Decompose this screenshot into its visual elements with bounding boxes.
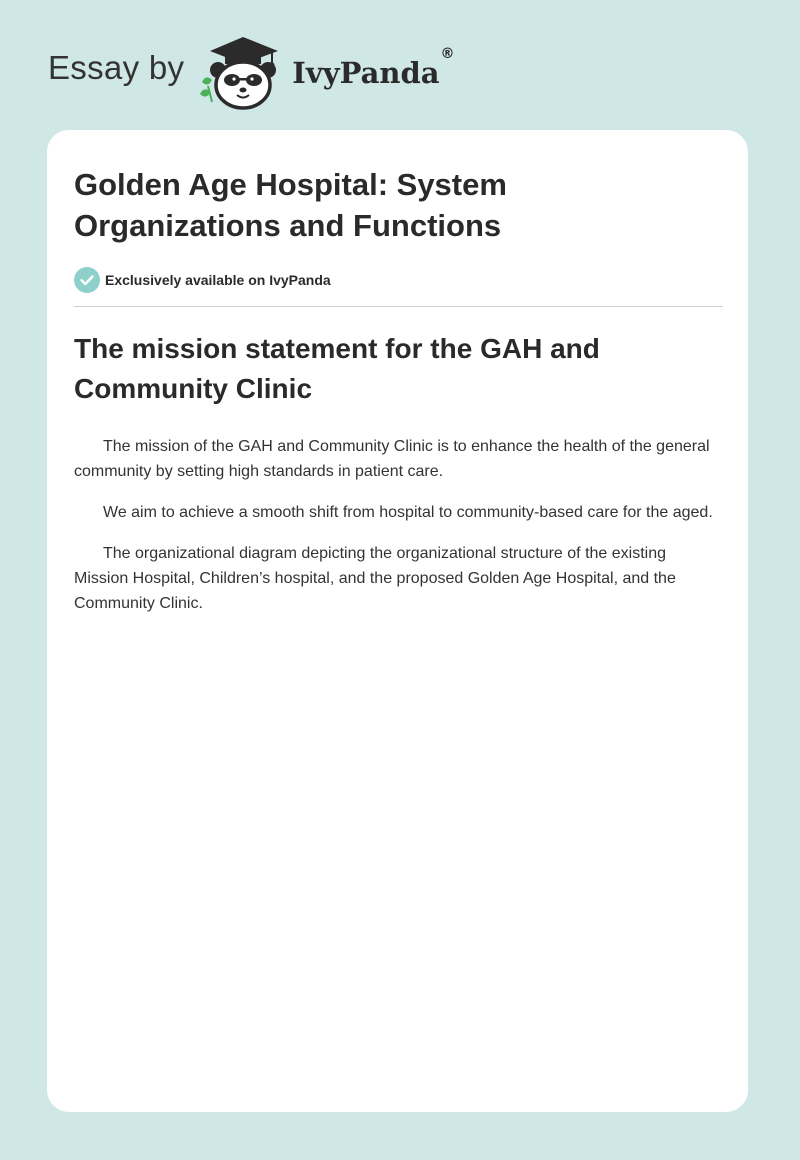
registered-mark: ® xyxy=(440,46,455,62)
brand-name: IvyPanda® xyxy=(292,46,455,90)
brand-prefix: Essay by xyxy=(48,49,185,86)
exclusive-badge xyxy=(74,266,721,294)
panda-graduate-icon xyxy=(196,34,290,110)
site-brand[interactable] xyxy=(48,34,455,110)
section-heading: The mission statement for the GAH and Community Clinic xyxy=(74,333,600,404)
paragraph-3: The organizational diagram depicting the organizational structure of the existing Mission Hospital, Children’s hospital, and the proposed Golden Age Hospital, and the Community Clinic. xyxy=(74,545,676,612)
essay-title: Golden Age Hospital: System Organizations and Functions xyxy=(74,167,507,243)
exclusive-badge-text: Exclusively available on IvyPanda xyxy=(105,272,331,288)
paragraph-2: We aim to achieve a smooth shift from hospital to community-based care for the aged. xyxy=(103,504,713,521)
essay-card xyxy=(47,130,748,1112)
title-divider xyxy=(74,306,723,307)
paragraph-1: The mission of the GAH and Community Clinic is to enhance the health of the general community by setting high standards in patient care. xyxy=(74,438,710,480)
check-circle-icon xyxy=(74,267,100,293)
